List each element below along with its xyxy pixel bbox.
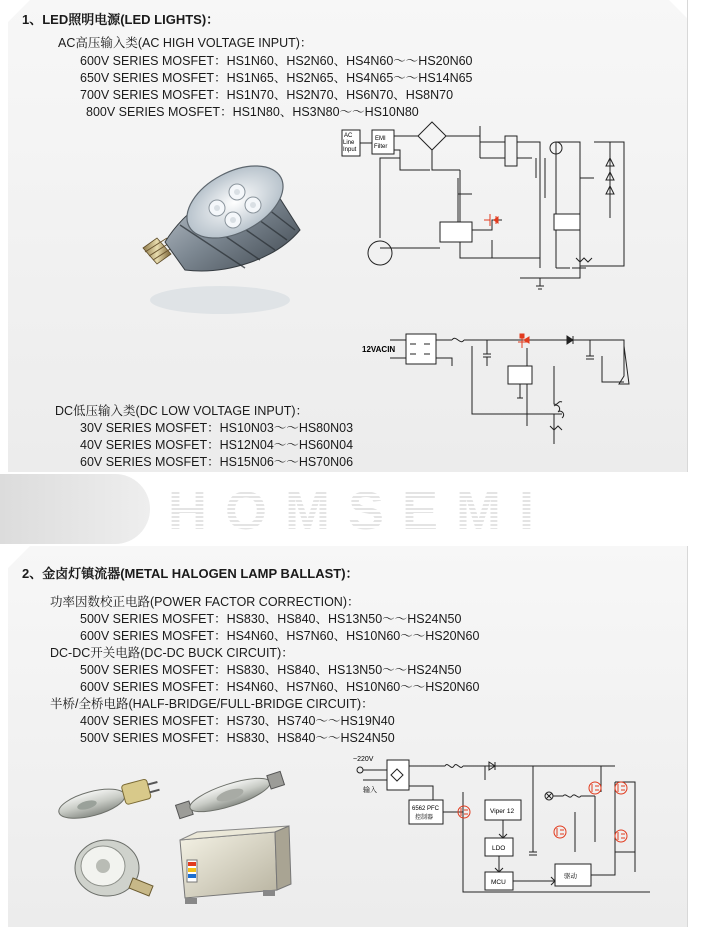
brand-watermark-text: HOMSEMI bbox=[168, 481, 553, 541]
section-title-ballast: 2、金卤灯镇流器(METAL HALOGEN LAMP BALLAST)： bbox=[22, 566, 359, 581]
viper-label: Viper 12 bbox=[490, 808, 515, 815]
logo-d-shape bbox=[0, 474, 150, 544]
pfc-series-line: 500V SERIES MOSFET：HS830、HS840、HS13N50～～HS24N50 bbox=[80, 612, 462, 626]
pfc-controller-label: 控制器 bbox=[415, 815, 434, 821]
input-voltage-label: ~220V bbox=[353, 756, 374, 763]
mcu-label: MCU bbox=[491, 879, 506, 886]
dc-input-label: 12VACIN bbox=[362, 345, 396, 354]
ac-line-input-label: Line bbox=[343, 140, 355, 146]
ac-series-line: 600V SERIES MOSFET：HS1N60、HS2N60、HS4N60～～HS20N60 bbox=[80, 54, 473, 68]
ldo-label: LDO bbox=[492, 845, 506, 852]
input-label: 输入 bbox=[363, 787, 377, 794]
brand-watermark-band bbox=[0, 474, 702, 544]
panel-corner-fold bbox=[8, 546, 30, 568]
bridge-series-line: 400V SERIES MOSFET：HS730、HS740～～HS19N40 bbox=[80, 714, 395, 728]
ac-series-line: 700V SERIES MOSFET：HS1N70、HS2N70、HS6N70、HS8N70 bbox=[80, 88, 454, 102]
ac-series-line: 650V SERIES MOSFET：HS1N65、HS2N65、HS4N65～～HS14N65 bbox=[80, 71, 473, 85]
pfc-heading: 功率因数校正电路(POWER FACTOR CORRECTION)： bbox=[50, 595, 360, 609]
buck-series-line: 600V SERIES MOSFET：HS4N60、HS7N60、HS10N60～～HS20N60 bbox=[80, 680, 480, 694]
pfc-series-line: 600V SERIES MOSFET：HS4N60、HS7N60、HS10N60～～HS20N60 bbox=[80, 629, 480, 643]
emi-filter-label: EMI bbox=[375, 136, 386, 142]
ballast-schematic bbox=[345, 752, 657, 902]
ac-led-driver-schematic bbox=[340, 118, 640, 296]
emi-filter-label: Filter bbox=[374, 144, 388, 150]
ac-line-input-label: Input bbox=[343, 147, 357, 153]
section-title-led: 1、LED照明电源(LED LIGHTS)： bbox=[22, 12, 220, 27]
dc-series-line: 30V SERIES MOSFET：HS10N03～～HS80N03 bbox=[80, 421, 354, 435]
ac-input-heading: AC高压输入类(AC HIGH VOLTAGE INPUT)： bbox=[58, 36, 313, 50]
bridge-series-line: 500V SERIES MOSFET：HS830、HS840～～HS24N50 bbox=[80, 731, 395, 745]
dc-input-heading: DC低压输入类(DC LOW VOLTAGE INPUT)： bbox=[55, 404, 309, 418]
buck-series-line: 500V SERIES MOSFET：HS830、HS840、HS13N50～～HS24N50 bbox=[80, 663, 462, 677]
dc-led-driver-schematic bbox=[362, 326, 652, 444]
dc-series-line: 40V SERIES MOSFET：HS12N04～～HS60N04 bbox=[80, 438, 354, 452]
pfc-controller-label: 6562 PFC bbox=[412, 806, 440, 812]
led-lamp-photo bbox=[125, 150, 325, 330]
panel-corner-fold bbox=[669, 0, 687, 18]
buck-heading: DC-DC开关电路(DC-DC BUCK CIRCUIT)： bbox=[50, 646, 294, 660]
bridge-heading: 半桥/全桥电路(HALF-BRIDGE/FULL-BRIDGE CIRCUIT)： bbox=[50, 697, 374, 711]
driver-label: 驱动 bbox=[564, 873, 577, 880]
svg-text:AC: AC bbox=[344, 133, 353, 139]
ac-series-line: 800V SERIES MOSFET：HS1N80、HS3N80～～HS10N80 bbox=[86, 105, 419, 119]
dc-series-line: 60V SERIES MOSFET：HS15N06～～HS70N06 bbox=[80, 455, 354, 469]
metal-halide-lamps-photo bbox=[45, 760, 305, 910]
